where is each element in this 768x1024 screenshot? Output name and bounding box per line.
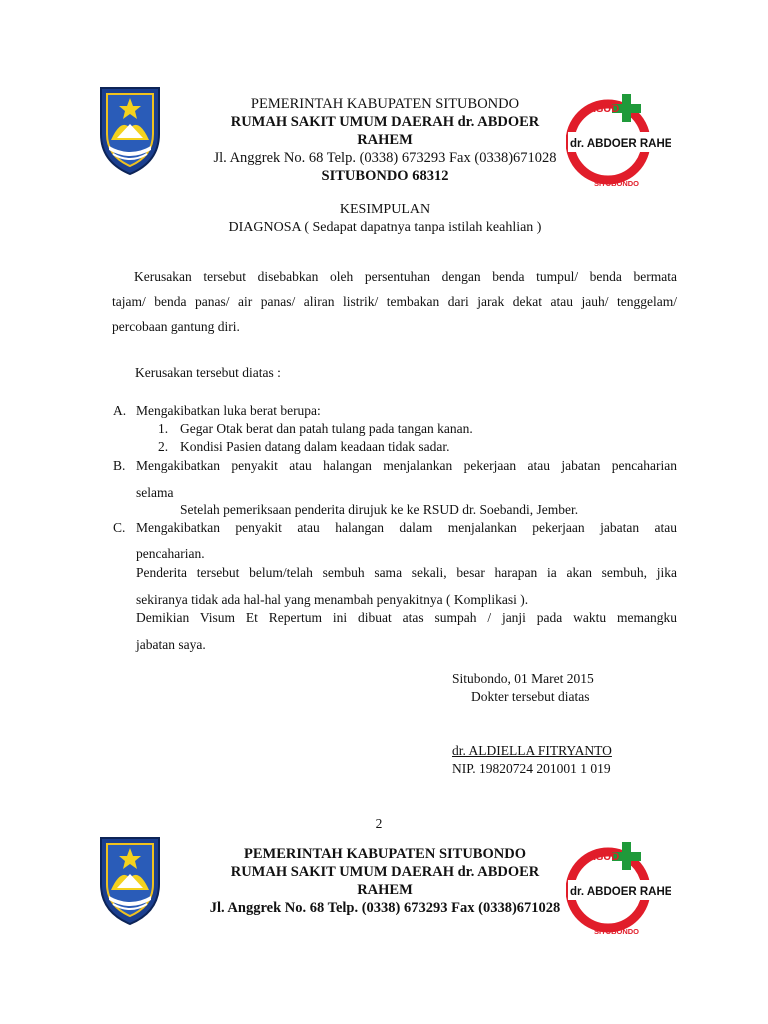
section-b-marker: B. <box>113 458 126 473</box>
header-city-postcode: SITUBONDO 68312 <box>321 168 449 184</box>
section-c-line1: Mengakibatkan penyakit atau halangan dalam menjalankan pekerjaan jabatan atau <box>136 520 677 535</box>
regency-crest-page2 <box>95 834 165 926</box>
header-hospital-name: RUMAH SAKIT UMUM DAERAH dr. ABDOER <box>230 114 540 130</box>
page2-header-government-name: PEMERINTAH KABUPATEN SITUBONDO <box>244 846 526 862</box>
section-c-line4: sekiranya tidak ada hal-hal yang menambah penyakitnya ( Komplikasi ). <box>136 592 529 607</box>
regency-crest <box>95 84 165 176</box>
section-c-line6: jabatan saya. <box>136 637 206 652</box>
logo-arc-text: RSUD <box>588 851 620 863</box>
logo-hospital-name: dr. ABDOER RAHEM <box>570 138 671 150</box>
section-c-line5: Demikian Visum Et Repertum ini dibuat atas sumpah / janji pada waktu memangku <box>136 610 677 625</box>
intro-text: Kerusakan tersebut diatas : <box>135 365 281 380</box>
paragraph1-line1: Kerusakan tersebut disebabkan oleh persentuhan dengan benda tumpul/ benda bermata <box>134 269 677 284</box>
signature-nip: NIP. 19820724 201001 1 019 <box>452 761 611 776</box>
header-government-name: PEMERINTAH KABUPATEN SITUBONDO <box>250 96 520 112</box>
document-heading: KESIMPULAN <box>339 202 431 217</box>
page2-header-hospital-name: RUMAH SAKIT UMUM DAERAH dr. ABDOER <box>230 864 540 880</box>
section-c-line2: pencaharian. <box>136 546 205 561</box>
section-a-item-1: Gegar Otak berat dan patah tulang pada tangan kanan. <box>180 421 473 436</box>
logo-city: SITUBONDO <box>594 179 639 188</box>
document-subheading: DIAGNOSA ( Sedapat dapatnya tanpa istilah keahlian ) <box>228 220 542 235</box>
header-address: Jl. Anggrek No. 68 Telp. (0338) 673293 Fax (0338)671028 <box>213 150 557 166</box>
section-a-marker: A. <box>113 403 127 418</box>
page2-header-address: Jl. Anggrek No. 68 Telp. (0338) 673293 Fax (0338)671028 <box>209 900 561 916</box>
logo-arc-text: RSUD <box>588 103 620 115</box>
paragraph1-line3: percobaan gantung diri. <box>112 319 240 334</box>
section-b-line1: Mengakibatkan penyakit atau halangan menjalankan pekerjaan atau jabatan pencaharian <box>136 458 677 473</box>
section-b-line2: selama <box>136 485 174 500</box>
section-b-detail: Setelah pemeriksaan penderita dirujuk ke ke RSUD dr. Soebandi, Jember. <box>180 502 579 517</box>
section-a-item-2: Kondisi Pasien datang dalam keadaan tidak sadar. <box>180 439 450 454</box>
section-c-line3: Penderita tersebut belum/telah sembuh sama sekali, besar harapan ia akan sembuh, jika <box>136 565 677 580</box>
section-a-item-2-num: 2. <box>158 439 169 454</box>
page-number: 2 <box>375 816 383 831</box>
header-hospital-name-cont: RAHEM <box>357 132 413 148</box>
signature-doctor-name: dr. ALDIELLA FITRYANTO <box>452 743 612 758</box>
logo-city: SITUBONDO <box>594 927 639 936</box>
hospital-logo <box>566 88 671 193</box>
section-c-marker: C. <box>113 520 126 535</box>
paragraph1-line2: tajam/ benda panas/ air panas/ aliran listrik/ tembakan dari jarak dekat atau jauh/ tenggelam/ <box>112 294 677 309</box>
hospital-logo-page2 <box>566 836 671 941</box>
signature-place-date: Situbondo, 01 Maret 2015 <box>452 671 594 686</box>
signature-role: Dokter tersebut diatas <box>471 689 590 704</box>
page2-header-hospital-name-cont: RAHEM <box>357 882 413 898</box>
logo-hospital-name: dr. ABDOER RAHEM <box>570 886 671 898</box>
section-a-item-1-num: 1. <box>158 421 169 436</box>
section-a-text: Mengakibatkan luka berat berupa: <box>136 403 321 418</box>
